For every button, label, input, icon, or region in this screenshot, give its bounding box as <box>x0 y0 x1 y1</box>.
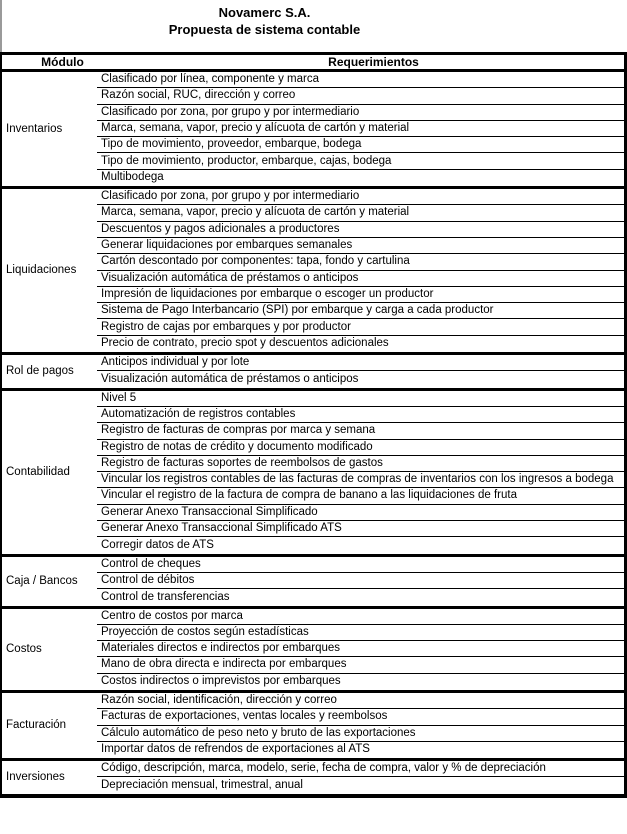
document-title-block <box>0 0 527 52</box>
module-name: Liquidaciones <box>6 264 77 277</box>
module-name: Inventarios <box>6 122 63 135</box>
module-group-rol-de-pagos <box>2 355 624 391</box>
module-group-inversiones <box>2 761 624 794</box>
document-subtitle: Propuesta de sistema contable <box>168 22 361 37</box>
requirements-column <box>97 391 624 554</box>
module-name: Contabilidad <box>6 465 70 478</box>
requirement-row: Marca, semana, vapor, precio y alícuota de cartón y material <box>97 121 624 137</box>
requirement-row: Clasificado por línea, componente y marca <box>97 72 624 88</box>
module-name: Inversiones <box>6 770 65 783</box>
module-group-facturacion <box>2 693 624 761</box>
requirement-row: Marca, semana, vapor, precio y alícuota de cartón y material <box>97 205 624 221</box>
requirement-row: Corregir datos de ATS <box>101 538 214 551</box>
requirement-row: Control de transferencias <box>101 590 230 603</box>
requirement-row: Vincular el registro de la factura de compra de banano a las liquidaciones de fruta <box>97 488 624 504</box>
requirement-row: Registro de notas de crédito y documento modificado <box>97 440 624 456</box>
requirement-row: Generar Anexo Transaccional Simplificado <box>97 505 624 521</box>
requirements-column <box>97 693 624 758</box>
requirement-row: Código, descripción, marca, modelo, serie, fecha de compra, valor y % de depreciación <box>97 761 624 777</box>
requirement-row: Precio de contrato, precio spot y descuentos adicionales <box>101 337 389 350</box>
requirement-row: Centro de costos por marca <box>97 609 624 625</box>
requirement-row: Tipo de movimiento, productor, embarque, cajas, bodega <box>97 153 624 169</box>
module-name: Rol de pagos <box>6 364 74 377</box>
requirement-row: Automatización de registros contables <box>97 407 624 423</box>
requirement-row: Tipo de movimiento, proveedor, embarque, bodega <box>97 137 624 153</box>
module-name: Caja / Bancos <box>6 574 78 587</box>
company-name: Novamerc S.A. <box>218 5 311 20</box>
requirement-row: Razón social, RUC, dirección y correo <box>97 88 624 104</box>
requirement-row: Registro de facturas soportes de reembolsos de gastos <box>97 456 624 472</box>
requirement-row: Cálculo automático de peso neto y bruto de las exportaciones <box>97 726 624 742</box>
requirements-table <box>0 52 627 798</box>
requirement-row: Visualización automática de préstamos o anticipos <box>97 271 624 287</box>
requirement-row: Sistema de Pago Interbancario (SPI) por embarque y carga a cada productor <box>97 303 624 319</box>
requirement-row: Registro de cajas por embarques y por productor <box>97 319 624 335</box>
requirement-row: Importar datos de refrendos de exportaciones al ATS <box>101 743 370 756</box>
requirements-column <box>97 189 624 352</box>
requirement-row: Facturas de exportaciones, ventas locales y reembolsos <box>97 709 624 725</box>
requirement-row: Materiales directos e indirectos por embarques <box>97 641 624 657</box>
requirement-row: Control de cheques <box>97 557 624 573</box>
requirement-row: Depreciación mensual, trimestral, anual <box>101 779 303 792</box>
module-group-costos <box>2 609 624 693</box>
module-group-liquidaciones <box>2 189 624 355</box>
requirement-row: Mano de obra directa e indirecta por embarques <box>97 657 624 673</box>
column-header-requerimientos: Requerimientos <box>328 55 419 69</box>
requirement-row: Impresión de liquidaciones por embarque o escoger un productor <box>97 287 624 303</box>
column-header-modulo: Módulo <box>41 55 84 69</box>
requirements-column <box>97 557 624 606</box>
requirement-row: Anticipos individual y por lote <box>97 355 624 371</box>
requirement-row: Multibodega <box>101 171 164 184</box>
requirement-row: Costos indirectos o imprevistos por embarques <box>101 675 341 688</box>
requirements-column <box>97 72 624 186</box>
module-name: Facturación <box>6 719 67 732</box>
requirement-row: Registro de facturas de compras por marca y semana <box>97 423 624 439</box>
requirement-row: Razón social, identificación, dirección y correo <box>97 693 624 709</box>
requirement-row: Clasificado por zona, por grupo y por intermediario <box>97 189 624 205</box>
module-name: Costos <box>6 642 42 655</box>
requirement-row: Generar liquidaciones por embarques semanales <box>97 238 624 254</box>
requirement-row: Control de débitos <box>97 573 624 589</box>
requirement-row: Vincular los registros contables de las facturas de compras de inventarios con los ingresos a bodega <box>97 472 624 488</box>
requirement-row: Proyección de costos según estadísticas <box>97 625 624 641</box>
requirements-column <box>97 355 624 388</box>
table-body <box>2 72 624 794</box>
requirements-column <box>97 609 624 690</box>
requirement-row: Cartón descontado por componentes: tapa, fondo y cartulina <box>97 254 624 270</box>
module-group-inventarios <box>2 72 624 189</box>
requirement-row: Nivel 5 <box>97 391 624 407</box>
table-header-row <box>2 55 624 72</box>
requirement-row: Generar Anexo Transaccional Simplificado ATS <box>97 521 624 537</box>
requirement-row: Visualización automática de préstamos o anticipos <box>101 372 359 385</box>
requirement-row: Descuentos y pagos adicionales a productores <box>97 222 624 238</box>
module-group-caja-bancos <box>2 557 624 609</box>
requirement-row: Clasificado por zona, por grupo y por intermediario <box>97 105 624 121</box>
requirements-column <box>97 761 624 794</box>
module-group-contabilidad <box>2 391 624 557</box>
